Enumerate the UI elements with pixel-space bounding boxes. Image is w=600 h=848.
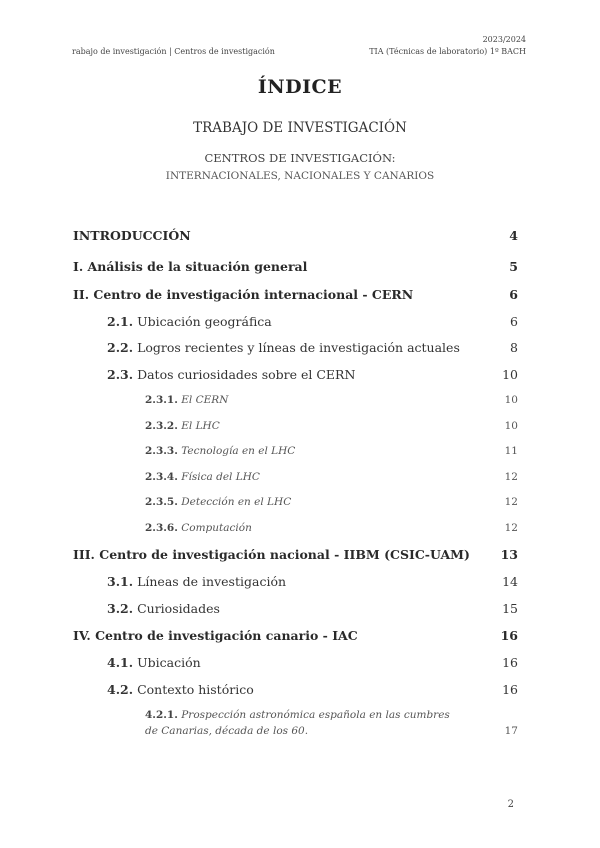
toc-entry-page: 12 <box>504 522 518 534</box>
toc-entry-label: III. Centro de investigación nacional - IIBM (CSIC-UAM) <box>73 547 470 562</box>
toc-entry-number: 2.3.3. <box>145 445 178 457</box>
toc-entry-number: 4.2. <box>107 682 134 697</box>
toc-entry-label: INTRODUCCIÓN <box>73 228 191 243</box>
toc-entry-label: El LHC <box>177 420 220 432</box>
toc-entry-number: 2.3.2. <box>145 420 178 432</box>
toc-entry-page: 11 <box>504 445 518 457</box>
toc-entry-label: Ubicación <box>133 655 201 670</box>
toc-entry-label: El CERN <box>177 394 229 406</box>
header-right: TIA (Técnicas de laboratorio) 1º BACH <box>369 47 526 56</box>
toc-entry-page: 8 <box>510 340 518 355</box>
page-number: 2 <box>507 799 514 810</box>
toc-entry-page: 14 <box>502 574 518 589</box>
toc-entry-label: Tecnología en el LHC <box>177 445 296 457</box>
toc-entry-number: 2.3.5. <box>145 496 178 508</box>
toc-entry-number: 2.3. <box>107 367 134 382</box>
toc-entry-page: 16 <box>500 628 518 643</box>
toc-entry-label: Datos curiosidades sobre el CERN <box>133 367 356 382</box>
toc-entry-page: 16 <box>502 655 518 670</box>
toc-entry-number: 3.2. <box>107 601 134 616</box>
toc-entry-page: 16 <box>502 682 518 697</box>
page-title: ÍNDICE <box>257 76 343 98</box>
toc-entry-page: 10 <box>502 367 518 382</box>
toc-entry-page: 5 <box>509 259 518 274</box>
toc-entry-label-continued: de Canarias, década de los 60. <box>145 725 309 737</box>
toc-entry-number: 3.1. <box>107 574 134 589</box>
toc-entry-page: 4 <box>509 228 518 243</box>
toc-entry-page: 6 <box>510 314 518 329</box>
toc-entry-number: 2.3.1. <box>145 394 178 406</box>
header-left: rabajo de investigación | Centros de investigación <box>72 47 275 56</box>
toc-entry-label: Logros recientes y líneas de investigación actuales <box>133 340 460 355</box>
toc-entry-number: 2.1. <box>107 314 134 329</box>
document-subtitle-2: CENTROS DE INVESTIGACIÓN: <box>204 151 396 165</box>
document-subtitle-3: INTERNACIONALES, NACIONALES Y CANARIOS <box>165 170 435 182</box>
document-subtitle: TRABAJO DE INVESTIGACIÓN <box>193 120 407 136</box>
toc-entry-number: 2.3.4. <box>145 471 178 483</box>
toc-entry-label: Ubicación geográfica <box>133 314 272 329</box>
toc-entry-page: 10 <box>504 420 518 432</box>
toc-entry-label: Computación <box>177 522 252 534</box>
toc-entry-label: Curiosidades <box>133 601 220 616</box>
toc-entry-label: Física del LHC <box>177 471 260 483</box>
toc-entry-number: 4.2.1. <box>145 709 178 721</box>
header-year: 2023/2024 <box>482 35 526 44</box>
toc-entry-label: I. Análisis de la situación general <box>73 259 308 274</box>
toc-entry-label: Líneas de investigación <box>133 574 287 589</box>
toc-entry-page: 13 <box>500 547 518 562</box>
toc-entry-label: Prospección astronómica española en las cumbres <box>177 709 450 721</box>
toc-entry-page: 17 <box>504 725 518 737</box>
toc-entry-number: 2.3.6. <box>145 522 178 534</box>
toc-entry-page: 6 <box>509 287 518 302</box>
toc-entry-label: IV. Centro de investigación canario - IAC <box>73 628 358 643</box>
toc-entry-page: 12 <box>504 471 518 483</box>
toc-entry-number: 4.1. <box>107 655 134 670</box>
toc-entry-page: 15 <box>502 601 518 616</box>
toc-entry-label: Contexto histórico <box>133 682 254 697</box>
toc-entry-page: 10 <box>504 394 518 406</box>
toc-entry-label: II. Centro de investigación internacional - CERN <box>73 287 414 302</box>
toc-entry-number: 2.2. <box>107 340 134 355</box>
toc-entry-page: 12 <box>504 496 518 508</box>
toc-entry-label: Detección en el LHC <box>177 496 292 508</box>
